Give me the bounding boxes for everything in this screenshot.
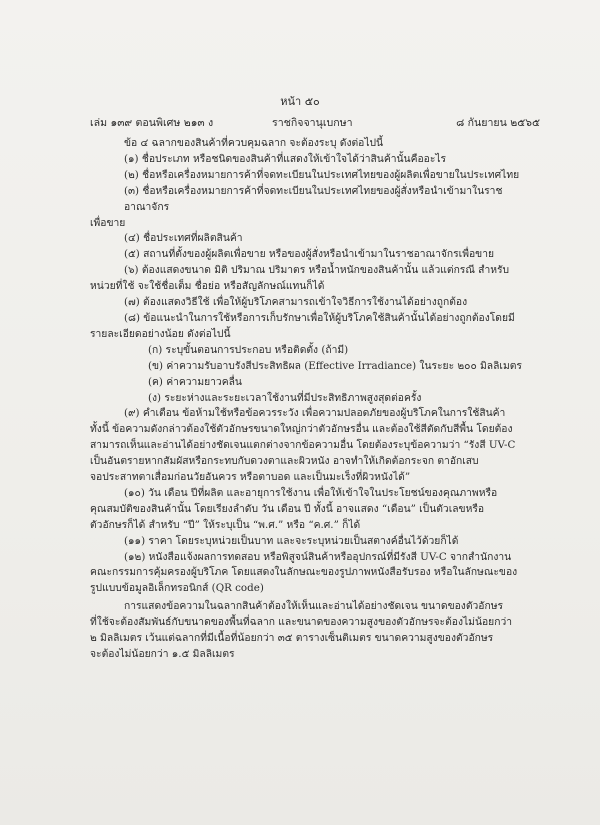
clause-item-10-cont-1: คุณสมบัติของสินค้านั้น โดยเรียงลำดับ วัน เดือน ปี ทั้งนี้ อาจแสดง “เดือน” เป็นตัวเลขหรือ bbox=[90, 502, 485, 515]
clause-item-7: (๗) ต้องแสดงวิธีใช้ เพื่อให้ผู้บริโภคสามารถเข้าใจวิธีการใช้งานได้อย่างถูกต้อง bbox=[124, 296, 468, 309]
gazette-header-line bbox=[90, 114, 540, 128]
clause-item-9-cont-3: เป็นอันตรายหากสัมผัสหรือกระทบกับดวงตาและผิวหนัง อาจทำให้เกิดต้อกระจก ตาอักเสบ bbox=[90, 455, 479, 468]
page-number: หน้า ๕๐ bbox=[280, 95, 320, 108]
sub-item-d: (ง) ระยะห่างและระยะเวลาใช้งานที่มีประสิทธิภาพสูงสุดต่อครั้ง bbox=[148, 391, 422, 404]
document-body bbox=[90, 136, 542, 663]
clause-item-2: (๒) ชื่อหรือเครื่องหมายการค้าที่จดทะเบียนในประเทศไทยของผู้ผลิตเพื่อขายในประเทศไทย bbox=[124, 168, 520, 181]
volume-issue: เล่ม ๑๓๙ ตอนพิเศษ ๒๑๓ ง bbox=[90, 117, 214, 129]
final-paragraph-line-4: จะต้องไม่น้อยกว่า ๑.๕ มิลลิเมตร bbox=[90, 648, 235, 660]
clause-item-9-cont-1: ทั้งนี้ ข้อความดังกล่าวต้องใช้ตัวอักษรขนาดใหญ่กว่าตัวอักษรอื่น และต้องใช้สีตัดกับสีพื้น โดยต้อง bbox=[90, 423, 513, 436]
final-paragraph-line-2: ที่ใช้จะต้องสัมพันธ์กับขนาดของพื้นที่ฉลาก และขนาดของความสูงของตัวอักษรจะต้องไม่น้อยกว่า bbox=[90, 616, 513, 629]
clause-item-5: (๕) สถานที่ตั้งของผู้ผลิตเพื่อขาย หรือของผู้สั่งหรือนำเข้ามาในราชอาณาจักรเพื่อขาย bbox=[124, 248, 495, 261]
clause-item-10-cont-2: ตัวอักษรก็ได้ สำหรับ “ปี” ให้ระบุเป็น “พ.ศ.” หรือ “ค.ศ.” ก็ได้ bbox=[90, 518, 361, 531]
sub-item-b: (ข) ค่าความรับอาบรังสีประสิทธิผล (Effective Irradiance) ในระยะ ๒๐๐ มิลลิเมตร bbox=[148, 359, 522, 372]
final-paragraph-line-3: ๒ มิลลิเมตร เว้นแต่ฉลากที่มีเนื้อที่น้อยกว่า ๓๕ ตารางเซ็นติเมตร ขนาดความสูงของตัวอักษร bbox=[90, 632, 494, 645]
clause-item-1: (๑) ชื่อประเภท หรือชนิดของสินค้าที่แสดงให้เข้าใจได้ว่าสินค้านั้นคืออะไร bbox=[124, 152, 447, 165]
clause-item-9: (๙) คำเตือน ข้อห้ามใช้หรือข้อควรระวัง เพื่อความปลอดภัยของผู้บริโภคในการใช้สินค้า bbox=[124, 407, 506, 420]
clause-4-heading: ข้อ ๔ ฉลากของสินค้าที่ควบคุมฉลาก จะต้องระบุ ดังต่อไปนี้ bbox=[124, 137, 384, 149]
clause-item-3: (๓) ชื่อหรือเครื่องหมายการค้าที่จดทะเบียนในประเทศไทยของผู้สั่งหรือนำเข้ามาในราชอาณาจักร bbox=[124, 184, 503, 213]
sub-item-c: (ค) ค่าความยาวคลื่น bbox=[148, 375, 242, 388]
publication-date: ๘ กันยายน ๒๕๖๕ bbox=[456, 117, 540, 129]
clause-item-9-cont-4: จอประสาทตาเสื่อมก่อนวัยอันควร หรือตาบอด และเป็นมะเร็งที่ผิวหนังได้” bbox=[90, 471, 411, 484]
clause-item-10: (๑๐) วัน เดือน ปีที่ผลิต และอายุการใช้งาน เพื่อให้เข้าใจในประโยชน์ของคุณภาพหรือ bbox=[124, 486, 498, 499]
clause-item-12-cont-2: รูปแบบข้อมูลอิเล็กทรอนิกส์ (QR code) bbox=[90, 582, 264, 595]
final-paragraph-line-1: การแสดงข้อความในฉลากสินค้าต้องให้เห็นและอ่านได้อย่างชัดเจน ขนาดของตัวอักษร bbox=[124, 600, 504, 613]
clause-item-8: (๘) ข้อแนะนำในการใช้หรือการเก็บรักษาเพื่อให้ผู้บริโภคใช้สินค้านั้นได้อย่างถูกต้องโดยมี bbox=[124, 311, 515, 324]
clause-item-3-cont: เพื่อขาย bbox=[90, 216, 126, 229]
clause-item-4: (๔) ชื่อประเทศที่ผลิตสินค้า bbox=[124, 232, 243, 245]
clause-item-9-cont-2: สามารถเห็นและอ่านได้อย่างชัดเจนแตกต่างจากข้อความอื่น โดยต้องระบุข้อความว่า “รังสี UV-C bbox=[90, 439, 516, 452]
clause-item-8-cont: รายละเอียดอย่างน้อย ดังต่อไปนี้ bbox=[90, 327, 231, 340]
clause-item-12-cont-1: คณะกรรมการคุ้มครองผู้บริโภค โดยแสดงในลักษณะของรูปภาพหนังสือรับรอง หรือในลักษณะของ bbox=[90, 566, 518, 579]
clause-item-6-cont: หน่วยที่ใช้ จะใช้ชื่อเต็ม ชื่อย่อ หรือสัญลักษณ์แทนก็ได้ bbox=[90, 280, 325, 293]
sub-item-a: (ก) ระบุขั้นตอนการประกอบ หรือติดตั้ง (ถ้ามี) bbox=[148, 343, 349, 356]
clause-item-11: (๑๑) ราคา โดยระบุหน่วยเป็นบาท และจะระบุหน่วยเป็นสตางค์อื่นไว้ด้วยก็ได้ bbox=[124, 534, 459, 547]
clause-item-12: (๑๒) หนังสือแจ้งผลการทดสอบ หรือพิสูจน์สินค้าหรืออุปกรณ์ที่มีรังสี UV-C จากสำนักงาน bbox=[124, 550, 512, 563]
gazette-name: ราชกิจจานุเบกษา bbox=[272, 117, 353, 129]
clause-item-6: (๖) ต้องแสดงขนาด มิติ ปริมาณ ปริมาตร หรือน้ำหนักของสินค้านั้น แล้วแต่กรณี สำหรับ bbox=[124, 264, 510, 277]
